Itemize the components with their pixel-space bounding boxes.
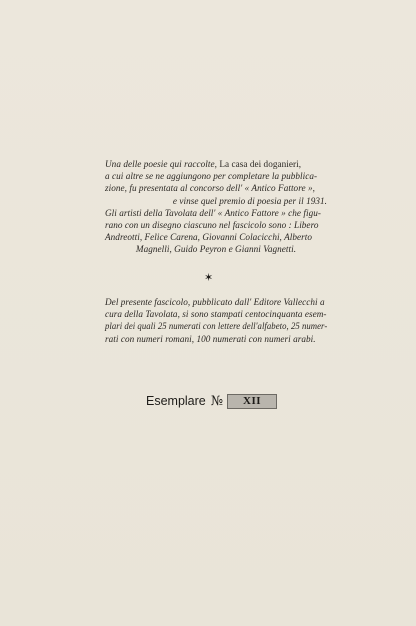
copy-number-line [146, 392, 277, 410]
colophon-line: rati con numeri romani, 100 numerati con numeri arabi. [105, 333, 316, 344]
colophon-line: plari dei quali 25 numerati con lettere dell'alfabeto, 25 numer- [105, 321, 328, 332]
colophon-line: cura della Tavolata, si sono stampati centocinquanta esem- [105, 309, 327, 320]
colophon-line: e vinse quel premio di poesia per il 1931. [172, 195, 327, 206]
colophon-line: Magnelli, Guido Peyron e Gianni Vagnetti. [135, 244, 297, 255]
colophon-paragraph-2 [105, 296, 327, 345]
colophon-line: Del presente fascicolo, pubblicato dall' Editore Vallecchi a [105, 297, 325, 307]
numero-sign: № [210, 393, 224, 409]
copy-number-stamp: XII [227, 394, 277, 409]
colophon-line: Andreotti, Felice Carena, Giovanni Colacicchi, Alberto [105, 232, 312, 243]
colophon-line: rano con un disegno ciascuno nel fascicolo sono : Libero [105, 220, 319, 231]
colophon-line: a cui altre se ne aggiungono per completare la pubblica- [105, 171, 318, 182]
poem-title: La casa dei doganieri, [219, 159, 302, 169]
colophon-line: Gli artisti della Tavolata dell' « Antico Fattore » che figu- [105, 207, 321, 218]
colophon-line: zione, fu presentata al concorso dell' « Antico Fattore », [105, 183, 315, 194]
colophon-paragraph-1 [105, 158, 327, 256]
colophon-line: Una delle poesie qui raccolte, La casa dei doganieri, [105, 159, 302, 169]
esemplare-label: Esemplare [146, 394, 206, 408]
separator-star-icon: ✶ [204, 271, 214, 284]
